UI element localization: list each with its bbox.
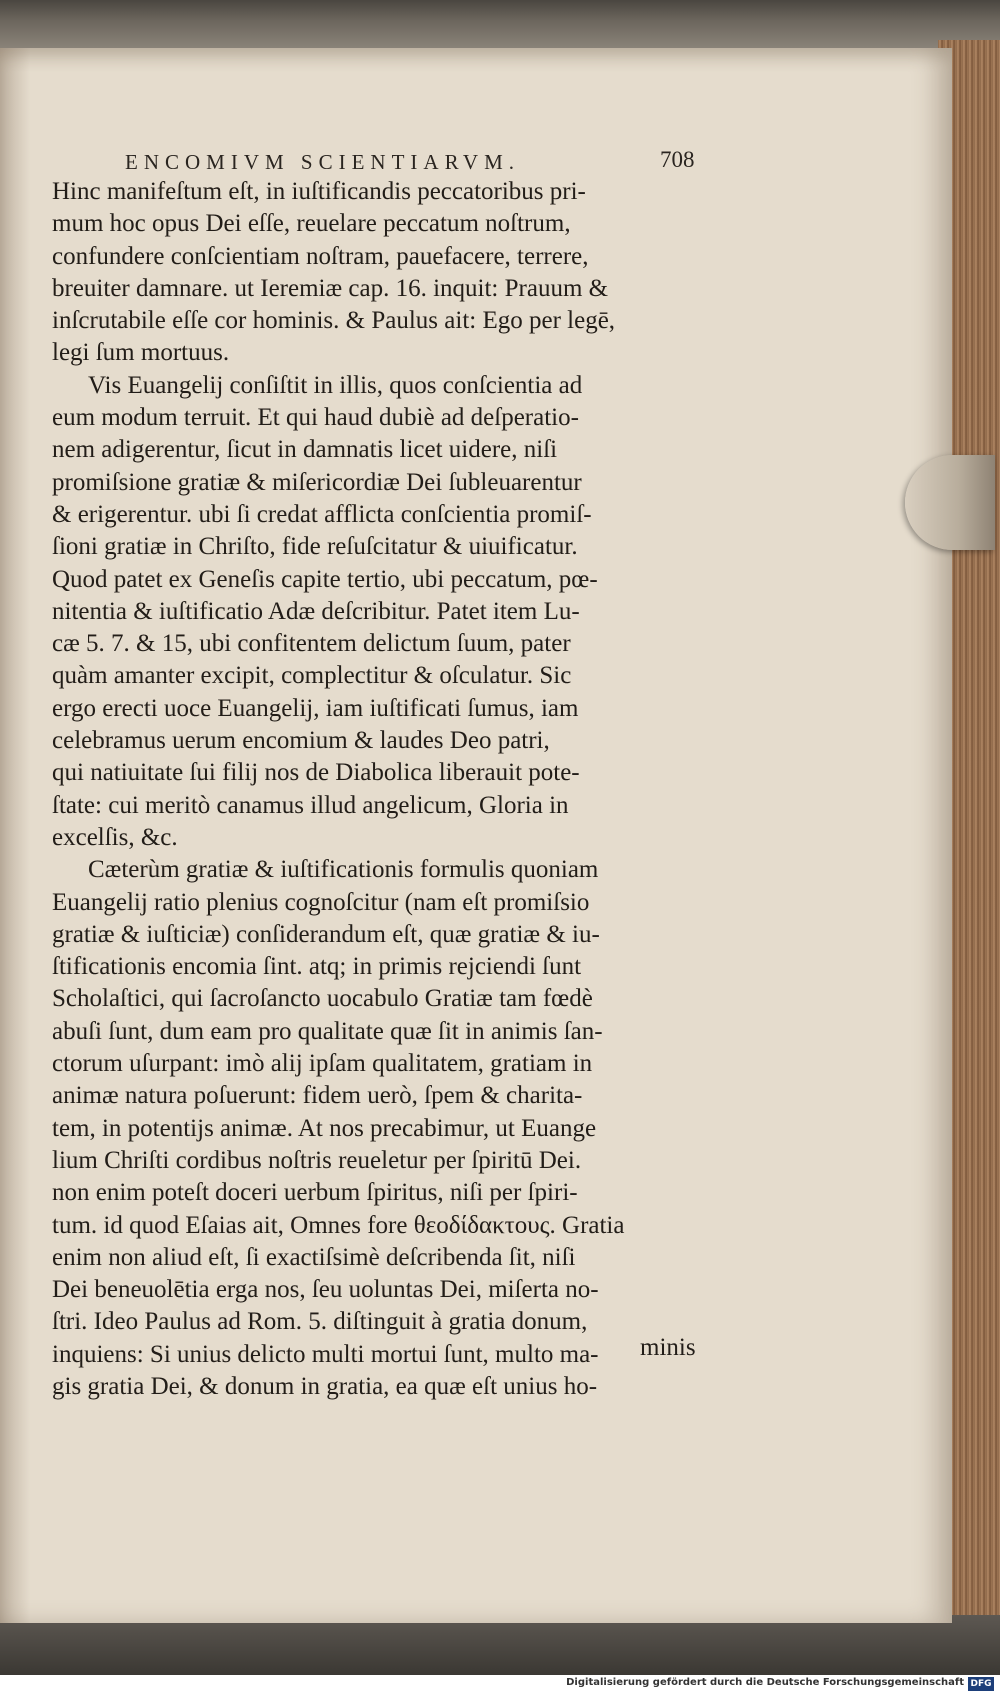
text-line: tum. id quod Eſaias ait, Omnes fore θεοδίδακτους. Gratia xyxy=(52,1211,625,1239)
text-line: quàm amanter excipit, complectitur & oſculatur. Sic xyxy=(52,662,572,690)
text-line: tem, in potentijs animæ. At nos precabimur, ut Euange xyxy=(52,1114,597,1142)
text-line: celebramus uerum encomium & laudes Deo patri, xyxy=(52,727,550,755)
body-text xyxy=(52,176,704,1403)
text-line: animæ natura poſuerunt: fidem uerò, ſpem & charita- xyxy=(52,1082,583,1110)
text-line: cæ 5. 7. & 15, ubi confitentem delictum ſuum, pater xyxy=(52,630,571,658)
text-line: enim non aliud eſt, ſi exactiſsimè deſcribenda ſit, niſi xyxy=(52,1243,576,1271)
dfg-logo-icon: DFG xyxy=(968,1677,994,1691)
text-line: ſioni gratiæ in Chriſto, fide reſuſcitatur & uiuificatur. xyxy=(52,533,578,561)
text-line: promiſsione gratiæ & miſericordiæ Dei ſubleuarentur xyxy=(52,468,582,496)
text-line: Dei beneuolētia erga nos, ſeu uoluntas Dei, miſerta no- xyxy=(52,1276,599,1304)
text-line: Scholaſtici, qui ſacroſancto uocabulo Gratiæ tam fœdè xyxy=(52,985,593,1013)
text-line: ſtri. Ideo Paulus ad Rom. 5. diſtinguit à gratia donum, xyxy=(52,1308,588,1336)
page-number: 708 xyxy=(660,147,695,172)
text-line: breuiter damnare. ut Ieremiæ cap. 16. inquit: Prauum & xyxy=(52,274,609,302)
text-line: ſtate: cui meritò canamus illud angelicum, Gloria in xyxy=(52,791,569,819)
text-line: non enim poteſt doceri uerbum ſpiritus, niſi per ſpiri- xyxy=(52,1179,578,1207)
text-line: ſtificationis encomia ſint. atq; in primis rejciendi ſunt xyxy=(52,953,582,981)
text-line: excelſis, &c. xyxy=(52,823,178,851)
text-line: legi ſum mortuus. xyxy=(52,339,230,367)
funding-credit: Digitalisierung gefördert durch die Deutsche Forschungsgemeinschaft xyxy=(566,1677,964,1688)
text-line: confundere conſcientiam noſtram, pauefacere, terrere, xyxy=(52,242,589,270)
running-head: ENCOMIVM SCIENTIARVM. xyxy=(125,150,520,174)
text-line: lium Chriſti cordibus noſtris reueletur per ſpiritū Dei. xyxy=(52,1146,582,1174)
text-line: Quod patet ex Geneſis capite tertio, ubi peccatum, pœ- xyxy=(52,565,598,593)
footer-bar xyxy=(0,1675,1000,1695)
text-line: nem adigerentur, ſicut in damnatis licet uidere, niſi xyxy=(52,436,558,464)
text-line: ctorum uſurpant: imò alij ipſam qualitatem, gratiam in xyxy=(52,1050,593,1078)
text-line: Cæterùm gratiæ & iuſtificationis formulis quoniam xyxy=(88,856,599,884)
scan-background-bottom xyxy=(0,1615,1000,1675)
page-clip xyxy=(905,455,995,550)
text-line: gratiæ & iuſticiæ) conſiderandum eſt, quæ gratiæ & iu- xyxy=(52,920,600,948)
text-line: Vis Euangelij conſiſtit in illis, quos conſcientia ad xyxy=(88,371,583,399)
text-line: inquiens: Si unius delicto multi mortui ſunt, multo ma- xyxy=(52,1340,599,1368)
text-line: qui natiuitate ſui filij nos de Diabolica liberauit pote- xyxy=(52,759,580,787)
scan-background-top xyxy=(0,0,1000,50)
catchword: minis xyxy=(640,1334,696,1361)
text-line: gis gratia Dei, & donum in gratia, ea quæ eſt unius ho- xyxy=(52,1372,598,1400)
text-line: mum hoc opus Dei eſſe, reuelare peccatum noſtrum, xyxy=(52,210,571,238)
text-line: & erigerentur. ubi ſi credat afflicta conſcientia promiſ- xyxy=(52,500,592,528)
text-line: nitentia & iuſtificatio Adæ deſcribitur. Patet item Lu- xyxy=(52,597,580,625)
text-line: abuſi ſunt, dum eam pro qualitate quæ ſit in animis ſan- xyxy=(52,1017,603,1045)
text-line: Hinc manifeſtum eſt, in iuſtificandis peccatoribus pri- xyxy=(52,178,586,205)
text-line: eum modum terruit. Et qui haud dubiè ad deſperatio- xyxy=(52,404,579,432)
text-line: Euangelij ratio plenius cognoſcitur (nam eſt promiſsio xyxy=(52,888,590,916)
text-line: inſcrutabile eſſe cor hominis. & Paulus ait: Ego per legē, xyxy=(52,307,616,335)
text-line: ergo erecti uoce Euangelij, iam iuſtificati ſumus, iam xyxy=(52,694,579,722)
